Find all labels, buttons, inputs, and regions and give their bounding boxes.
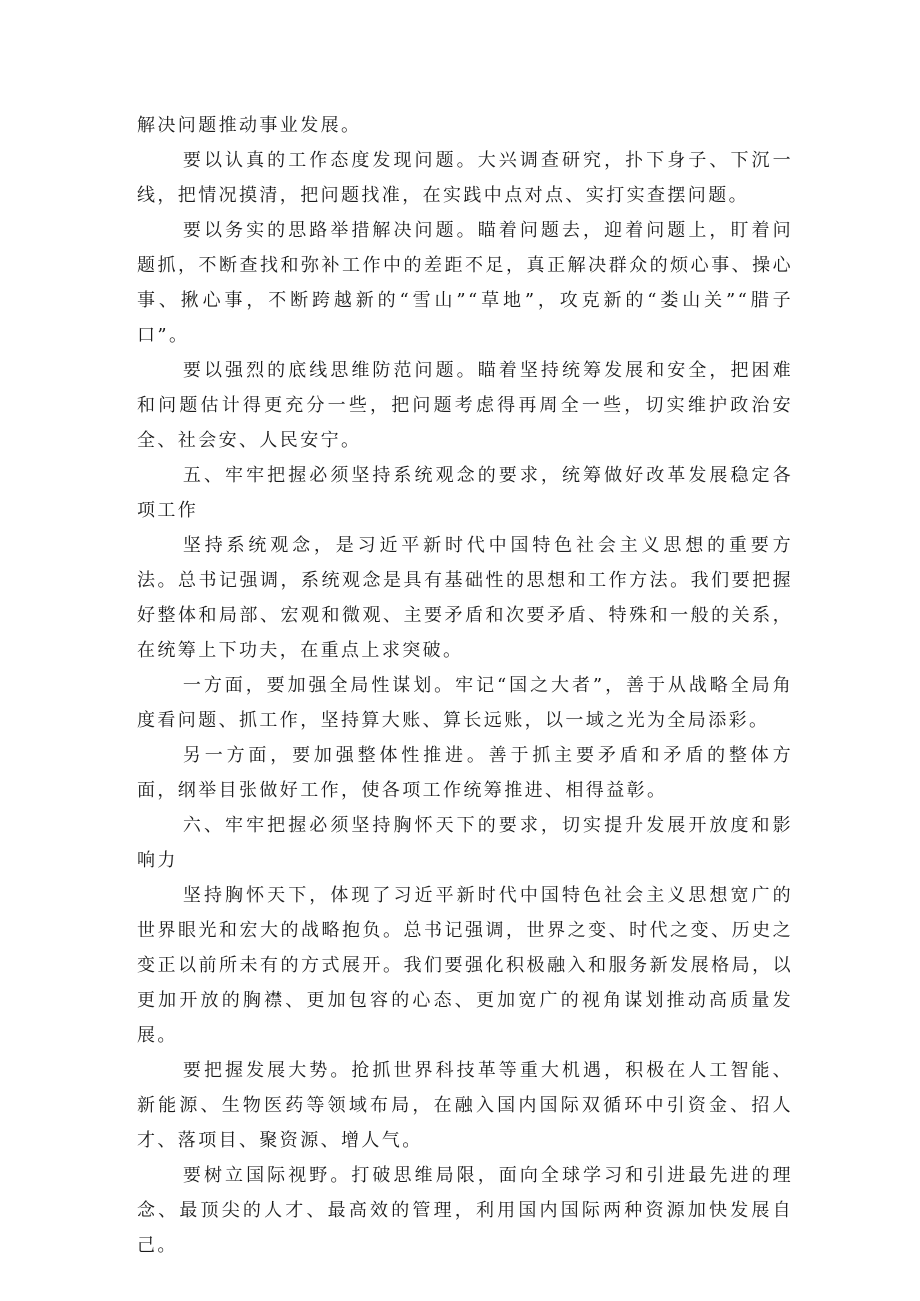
section-heading-5: 五、牢牢把握必须坚持系统观念的要求，统筹做好改革发展稳定各项工作 <box>137 465 793 521</box>
paragraph: 要树立国际视野。打破思维局限，面向全球学习和引进最先进的理念、最顶尖的人才、最高效的管理，利用国内国际两种资源加快发展自己。 <box>137 1165 793 1256</box>
paragraph: 要以务实的思路举措解决问题。瞄着问题去，迎着问题上，盯着问题抓，不断查找和弥补工作中的差距不足，真正解决群众的烦心事、操心事、揪心事，不断跨越新的“雪山”“草地”，攻克新的“娄山关”“腊子口”。 <box>137 220 793 346</box>
paragraph: 要以强烈的底线思维防范问题。瞄着坚持统筹发展和安全，把困难和问题估计得更充分一些，把问题考虑得再周全一些，切实维护政治安全、社会安、人民安宁。 <box>137 360 793 451</box>
paragraph: 坚持系统观念，是习近平新时代中国特色社会主义思想的重要方法。总书记强调，系统观念是具有基础性的思想和工作方法。我们要把握好整体和局部、宏观和微观、主要矛盾和次要矛盾、特殊和一般的关系，在统筹上下功夫，在重点上求突破。 <box>137 535 793 661</box>
paragraph: 另一方面，要加强整体性推进。善于抓主要矛盾和矛盾的整体方面，纲举目张做好工作，使各项工作统筹推进、相得益彰。 <box>137 745 793 801</box>
paragraph: 要以认真的工作态度发现问题。大兴调查研究，扑下身子、下沉一线，把情况摸清，把问题找准，在实践中点对点、实打实查摆问题。 <box>137 150 793 206</box>
paragraph-continuation: 解决问题推动事业发展。 <box>137 115 362 136</box>
section-heading-6: 六、牢牢把握必须坚持胸怀天下的要求，切实提升发展开放度和影响力 <box>137 815 793 871</box>
paragraph: 要把握发展大势。抢抓世界科技革等重大机遇，积极在人工智能、新能源、生物医药等领域布局，在融入国内国际双循环中引资金、招人才、落项目、聚资源、增人气。 <box>137 1060 793 1151</box>
paragraph: 一方面，要加强全局性谋划。牢记“国之大者”，善于从战略全局角度看问题、抓工作，坚持算大账、算长远账，以一域之光为全局添彩。 <box>137 675 793 731</box>
paragraph: 坚持胸怀天下，体现了习近平新时代中国特色社会主义思想宽广的世界眼光和宏大的战略抱负。总书记强调，世界之变、时代之变、历史之变正以前所未有的方式展开。我们要强化积极融入和服务新发展格局，以更加开放的胸襟、更加包容的心态、更加宽广的视角谋划推动高质量发展。 <box>137 885 793 1046</box>
document-body <box>137 108 793 1263</box>
